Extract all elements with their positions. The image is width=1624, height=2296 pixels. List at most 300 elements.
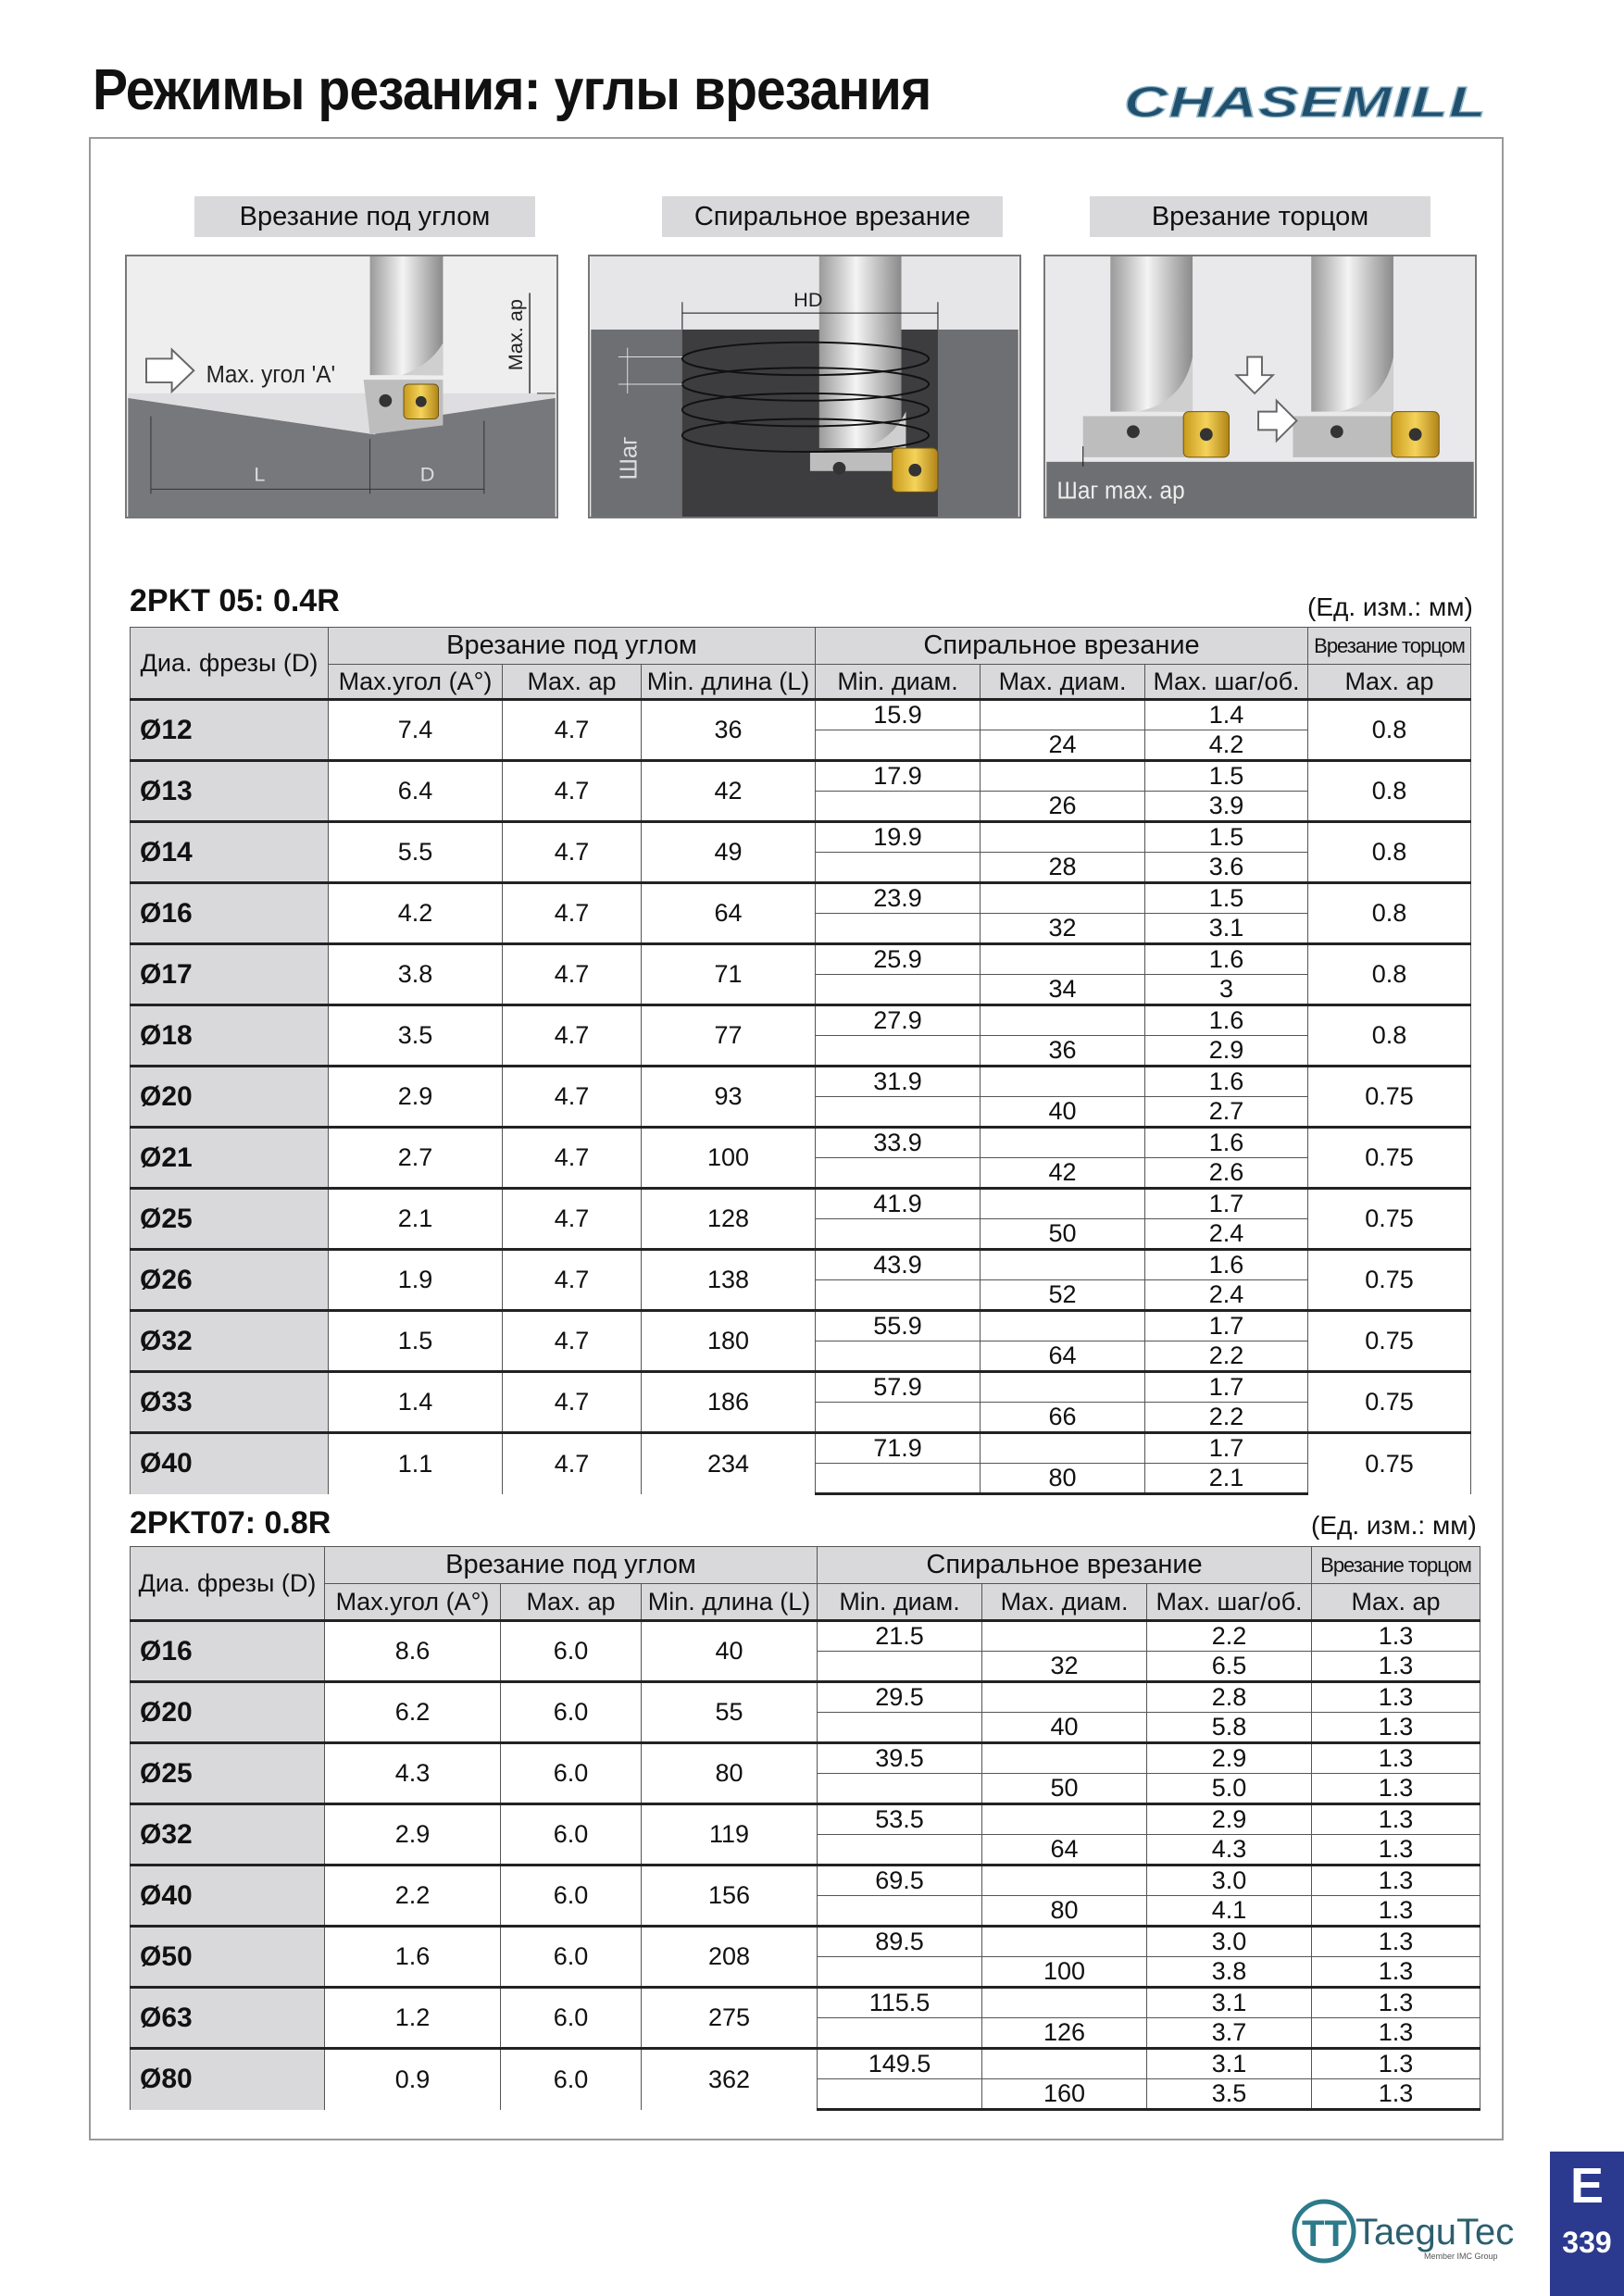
pitch-min-cell: 1.5 <box>1145 761 1308 792</box>
blank-cell <box>981 883 1145 914</box>
blank-cell <box>816 1158 981 1189</box>
pitch-max-cell: 2.2 <box>1145 1341 1308 1372</box>
plunge-ap-cell: 1.3 <box>1312 1743 1480 1774</box>
min-length-cell: 42 <box>642 761 816 822</box>
page-title: Режимы резания: углы врезания <box>93 58 931 122</box>
max-ap-cell: 4.7 <box>503 1189 642 1250</box>
cutter-diameter-cell: Ø17 <box>131 944 329 1005</box>
table1-title: 2PKT 05: 0.4R <box>130 583 340 618</box>
blank-cell <box>816 1464 981 1494</box>
max-angle-cell: 4.3 <box>325 1743 501 1804</box>
table-row <box>131 1988 1480 2018</box>
blank-cell <box>981 700 1145 730</box>
diameter-D-label: D <box>419 462 435 486</box>
table-row <box>131 1067 1471 1097</box>
blank-cell <box>981 1250 1145 1280</box>
plunge-ap-cell: 0.75 <box>1308 1372 1471 1433</box>
page-number: 339 <box>1562 2226 1612 2259</box>
company-name: TaeguTec <box>1355 2212 1515 2252</box>
max-angle-cell: 0.9 <box>325 2049 501 2110</box>
max-angle-cell: 3.5 <box>329 1005 503 1067</box>
cutter-diameter-cell: Ø80 <box>131 2049 325 2110</box>
max-angle-cell: 1.5 <box>329 1311 503 1372</box>
table1 <box>130 627 1471 1495</box>
max-diam-cell: 66 <box>981 1403 1145 1433</box>
blank-cell <box>818 1652 982 1682</box>
pitch-min-cell: 1.6 <box>1145 1005 1308 1036</box>
min-diam-cell: 53.5 <box>818 1804 982 1835</box>
max-ap-cell: 4.7 <box>503 700 642 761</box>
min-length-cell: 156 <box>642 1866 818 1927</box>
table2 <box>130 1546 1480 2111</box>
max-angle-cell: 3.8 <box>329 944 503 1005</box>
col-max-pitch-header: Max. шаг/об. <box>1147 1584 1312 1621</box>
pitch-min-cell: 1.7 <box>1145 1372 1308 1403</box>
section-letter: E <box>1569 2158 1605 2214</box>
min-diam-cell: 89.5 <box>818 1927 982 1957</box>
max-angle-cell: 7.4 <box>329 700 503 761</box>
blank-cell <box>816 1341 981 1372</box>
blank-cell <box>981 944 1145 975</box>
company-sub: Member IMC Group <box>1424 2252 1498 2261</box>
table-row <box>131 1372 1471 1403</box>
plunge-ap-cell: 1.3 <box>1312 1652 1480 1682</box>
max-diam-cell: 50 <box>981 1219 1145 1250</box>
cutter-diameter-cell: Ø16 <box>131 883 329 944</box>
table-row <box>131 1189 1471 1219</box>
table-row <box>131 1743 1480 1774</box>
blank-cell <box>981 822 1145 853</box>
max-angle-cell: 1.4 <box>329 1372 503 1433</box>
blank-cell <box>982 1682 1147 1713</box>
pitch-min-cell: 2.9 <box>1147 1804 1312 1835</box>
max-ap-cell: 4.7 <box>503 1372 642 1433</box>
min-length-cell: 119 <box>642 1804 818 1866</box>
pitch-max-cell: 3.9 <box>1145 792 1308 822</box>
col-max-angle-header: Max.угол (A°) <box>329 665 503 700</box>
caption-plunge: Врезание торцом <box>1090 196 1430 237</box>
plunge-ap-cell: 1.3 <box>1312 1713 1480 1743</box>
max-diam-cell: 40 <box>981 1097 1145 1128</box>
group-ramping-header: Врезание под углом <box>325 1547 818 1584</box>
plunge-ap-cell: 1.3 <box>1312 1866 1480 1896</box>
blank-cell <box>816 1403 981 1433</box>
pitch-min-cell: 3.1 <box>1147 2049 1312 2079</box>
max-ap-cell: 6.0 <box>501 1621 642 1682</box>
max-diam-cell: 50 <box>982 1774 1147 1804</box>
plunge-ap-cell: 1.3 <box>1312 2018 1480 2049</box>
cutter-diameter-cell: Ø63 <box>131 1988 325 2049</box>
cutter-diameter-cell: Ø18 <box>131 1005 329 1067</box>
max-angle-cell: 2.7 <box>329 1128 503 1189</box>
pitch-max-cell: 4.1 <box>1147 1896 1312 1927</box>
pitch-max-cell: 3.5 <box>1147 2079 1312 2110</box>
plunge-ap-cell: 0.8 <box>1308 944 1471 1005</box>
plunge-ap-cell: 1.3 <box>1312 1774 1480 1804</box>
plunge-diagram <box>1043 255 1477 518</box>
cutter-diameter-cell: Ø20 <box>131 1682 325 1743</box>
blank-cell <box>816 1280 981 1311</box>
group-ramping-header: Врезание под углом <box>329 628 816 665</box>
plunge-ap-cell: 1.3 <box>1312 1682 1480 1713</box>
pitch-max-cell: 2.2 <box>1145 1403 1308 1433</box>
min-diam-cell: 69.5 <box>818 1866 982 1896</box>
col-min-length-header: Min. длина (L) <box>642 1584 818 1621</box>
max-ap-label: Max. ap <box>504 299 528 371</box>
table-row <box>131 1005 1471 1036</box>
min-diam-cell: 19.9 <box>816 822 981 853</box>
min-diam-cell: 29.5 <box>818 1682 982 1713</box>
min-length-cell: 80 <box>642 1743 818 1804</box>
pitch-min-cell: 3.0 <box>1147 1927 1312 1957</box>
blank-cell <box>981 1189 1145 1219</box>
pitch-max-cell: 3.6 <box>1145 853 1308 883</box>
blank-cell <box>982 1866 1147 1896</box>
max-ap-cell: 6.0 <box>501 1804 642 1866</box>
min-length-cell: 77 <box>642 1005 816 1067</box>
plunge-ap-cell: 1.3 <box>1312 1896 1480 1927</box>
cutter-diameter-cell: Ø26 <box>131 1250 329 1311</box>
max-diam-cell: 160 <box>982 2079 1147 2110</box>
plunge-ap-cell: 0.75 <box>1308 1433 1471 1494</box>
blank-cell <box>982 1988 1147 2018</box>
max-diam-cell: 80 <box>981 1464 1145 1494</box>
table-row <box>131 1866 1480 1896</box>
max-angle-cell: 1.6 <box>325 1927 501 1988</box>
plunge-ap-cell: 0.8 <box>1308 883 1471 944</box>
min-diam-cell: 17.9 <box>816 761 981 792</box>
col-plunge-ap-header: Max. ap <box>1308 665 1471 700</box>
pitch-max-cell: 3.1 <box>1145 914 1308 944</box>
max-diam-cell: 24 <box>981 730 1145 761</box>
plunge-ap-cell: 1.3 <box>1312 1927 1480 1957</box>
blank-cell <box>982 1621 1147 1652</box>
max-ap-cell: 4.7 <box>503 944 642 1005</box>
cutter-diameter-cell: Ø21 <box>131 1128 329 1189</box>
plunge-step-label: Шаг max. ap <box>1056 477 1185 505</box>
blank-cell <box>982 1743 1147 1774</box>
table1-unit: (Ед. изм.: мм) <box>1307 593 1473 621</box>
min-diam-cell: 33.9 <box>816 1128 981 1158</box>
max-diam-cell: 100 <box>982 1957 1147 1988</box>
blank-cell <box>981 1433 1145 1464</box>
max-ap-cell: 6.0 <box>501 1927 642 1988</box>
blank-cell <box>982 2049 1147 2079</box>
min-length-cell: 186 <box>642 1372 816 1433</box>
max-ap-cell: 4.7 <box>503 1250 642 1311</box>
max-diam-cell: 64 <box>981 1341 1145 1372</box>
max-diam-cell: 28 <box>981 853 1145 883</box>
group-plunge-header: Врезание торцом <box>1308 628 1471 665</box>
ramping-diagram <box>125 255 558 518</box>
table-row <box>131 1311 1471 1341</box>
min-length-cell: 49 <box>642 822 816 883</box>
max-ap-cell: 4.7 <box>503 1433 642 1494</box>
max-diam-cell: 36 <box>981 1036 1145 1067</box>
max-ap-cell: 4.7 <box>503 1128 642 1189</box>
table-row <box>131 1621 1480 1652</box>
max-angle-cell: 5.5 <box>329 822 503 883</box>
min-length-cell: 275 <box>642 1988 818 2049</box>
cutter-diameter-cell: Ø14 <box>131 822 329 883</box>
cutter-diameter-cell: Ø20 <box>131 1067 329 1128</box>
blank-cell <box>818 1835 982 1866</box>
max-ap-cell: 4.7 <box>503 1067 642 1128</box>
blank-cell <box>981 1372 1145 1403</box>
blank-cell <box>816 730 981 761</box>
pitch-min-cell: 1.7 <box>1145 1311 1308 1341</box>
min-length-cell: 55 <box>642 1682 818 1743</box>
plunge-ap-cell: 1.3 <box>1312 1804 1480 1835</box>
pitch-max-cell: 3.7 <box>1147 2018 1312 2049</box>
max-ap-cell: 6.0 <box>501 1682 642 1743</box>
table-row <box>131 2049 1480 2079</box>
blank-cell <box>816 975 981 1005</box>
blank-cell <box>981 1128 1145 1158</box>
max-angle-cell: 4.2 <box>329 883 503 944</box>
pitch-min-cell: 1.6 <box>1145 1067 1308 1097</box>
cutter-diameter-cell: Ø50 <box>131 1927 325 1988</box>
table-row <box>131 1682 1480 1713</box>
min-diam-cell: 21.5 <box>818 1621 982 1652</box>
blank-cell <box>982 1804 1147 1835</box>
col-max-ap-header: Max. ap <box>503 665 642 700</box>
pitch-min-cell: 1.5 <box>1145 822 1308 853</box>
pitch-min-cell: 2.2 <box>1147 1621 1312 1652</box>
max-angle-cell: 8.6 <box>325 1621 501 1682</box>
max-diam-cell: 126 <box>982 2018 1147 2049</box>
max-angle-cell: 2.9 <box>329 1067 503 1128</box>
chasemill-logo <box>1111 72 1500 128</box>
min-diam-cell: 115.5 <box>818 1988 982 2018</box>
min-length-cell: 36 <box>642 700 816 761</box>
min-length-cell: 138 <box>642 1250 816 1311</box>
group-plunge-header: Врезание торцом <box>1312 1547 1480 1584</box>
min-diam-cell: 15.9 <box>816 700 981 730</box>
max-ap-cell: 6.0 <box>501 1988 642 2049</box>
blank-cell <box>818 2079 982 2110</box>
plunge-ap-cell: 1.3 <box>1312 1988 1480 2018</box>
table-row <box>131 1128 1471 1158</box>
min-length-cell: 180 <box>642 1311 816 1372</box>
pitch-max-cell: 2.4 <box>1145 1219 1308 1250</box>
cutter-diameter-cell: Ø33 <box>131 1372 329 1433</box>
max-angle-cell: 1.9 <box>329 1250 503 1311</box>
plunge-ap-cell: 0.8 <box>1308 761 1471 822</box>
pitch-max-cell: 3 <box>1145 975 1308 1005</box>
pitch-max-cell: 2.9 <box>1145 1036 1308 1067</box>
table2-title: 2PKT07: 0.8R <box>130 1505 331 1541</box>
max-angle-cell: 1.1 <box>329 1433 503 1494</box>
helical-diagram <box>588 255 1021 518</box>
min-length-cell: 71 <box>642 944 816 1005</box>
plunge-ap-cell: 1.3 <box>1312 1957 1480 1988</box>
pitch-max-cell: 4.2 <box>1145 730 1308 761</box>
blank-cell <box>981 1311 1145 1341</box>
blank-cell <box>816 1219 981 1250</box>
blank-cell <box>816 792 981 822</box>
min-length-cell: 208 <box>642 1927 818 1988</box>
plunge-ap-cell: 1.3 <box>1312 1621 1480 1652</box>
min-length-cell: 234 <box>642 1433 816 1494</box>
col-max-angle-header: Max.угол (A°) <box>325 1584 501 1621</box>
blank-cell <box>981 1005 1145 1036</box>
max-ap-cell: 6.0 <box>501 1743 642 1804</box>
table-row <box>131 1433 1471 1464</box>
plunge-ap-cell: 0.75 <box>1308 1128 1471 1189</box>
taegutec-mark: TT <box>1302 2214 1347 2254</box>
blank-cell <box>818 1774 982 1804</box>
blank-cell <box>981 1067 1145 1097</box>
blank-cell <box>818 1713 982 1743</box>
pitch-min-cell: 3.0 <box>1147 1866 1312 1896</box>
blank-cell <box>818 1957 982 1988</box>
pitch-max-cell: 2.1 <box>1145 1464 1308 1494</box>
max-ap-cell: 4.7 <box>503 1005 642 1067</box>
max-diam-cell: 80 <box>982 1896 1147 1927</box>
pitch-max-cell: 2.6 <box>1145 1158 1308 1189</box>
table-row <box>131 883 1471 914</box>
plunge-ap-cell: 0.8 <box>1308 822 1471 883</box>
col-min-diam-header: Min. диам. <box>818 1584 982 1621</box>
plunge-ap-cell: 0.8 <box>1308 1005 1471 1067</box>
pitch-max-cell: 6.5 <box>1147 1652 1312 1682</box>
max-ap-cell: 4.7 <box>503 822 642 883</box>
min-diam-cell: 23.9 <box>816 883 981 914</box>
hd-label: HD <box>793 288 823 312</box>
caption-helical: Спиральное врезание <box>662 196 1003 237</box>
pitch-min-cell: 1.7 <box>1145 1433 1308 1464</box>
plunge-ap-cell: 0.8 <box>1308 700 1471 761</box>
col-max-ap-header: Max. ap <box>501 1584 642 1621</box>
min-length-cell: 40 <box>642 1621 818 1682</box>
cutter-diameter-cell: Ø25 <box>131 1189 329 1250</box>
brand-text: CHASEMILL <box>1124 78 1487 126</box>
blank-cell <box>982 1927 1147 1957</box>
blank-cell <box>818 2018 982 2049</box>
table-row <box>131 944 1471 975</box>
min-diam-cell: 39.5 <box>818 1743 982 1774</box>
col-plunge-ap-header: Max. ap <box>1312 1584 1480 1621</box>
blank-cell <box>981 761 1145 792</box>
pitch-max-cell: 2.7 <box>1145 1097 1308 1128</box>
blank-cell <box>816 914 981 944</box>
pitch-label: Шаг <box>616 436 643 480</box>
col-min-diam-header: Min. диам. <box>816 665 981 700</box>
col-max-diam-header: Max. диам. <box>982 1584 1147 1621</box>
pitch-min-cell: 2.8 <box>1147 1682 1312 1713</box>
cutter-diameter-cell: Ø12 <box>131 700 329 761</box>
pitch-min-cell: 1.6 <box>1145 944 1308 975</box>
col-max-pitch-header: Max. шаг/об. <box>1145 665 1308 700</box>
pitch-min-cell: 2.9 <box>1147 1743 1312 1774</box>
max-ap-cell: 6.0 <box>501 2049 642 2110</box>
table-row <box>131 1804 1480 1835</box>
min-diam-cell: 25.9 <box>816 944 981 975</box>
max-angle-cell: 2.9 <box>325 1804 501 1866</box>
max-diam-cell: 26 <box>981 792 1145 822</box>
plunge-ap-cell: 1.3 <box>1312 2079 1480 2110</box>
max-diam-cell: 34 <box>981 975 1145 1005</box>
cutter-diameter-cell: Ø16 <box>131 1621 325 1682</box>
max-angle-cell: 2.1 <box>329 1189 503 1250</box>
plunge-ap-cell: 0.75 <box>1308 1311 1471 1372</box>
cutter-diameter-cell: Ø25 <box>131 1743 325 1804</box>
pitch-max-cell: 3.8 <box>1147 1957 1312 1988</box>
caption-ramping: Врезание под углом <box>194 196 535 237</box>
min-length-cell: 64 <box>642 883 816 944</box>
table-row <box>131 822 1471 853</box>
blank-cell <box>816 853 981 883</box>
col-min-length-header: Min. длина (L) <box>642 665 816 700</box>
plunge-ap-cell: 1.3 <box>1312 1835 1480 1866</box>
max-diam-cell: 32 <box>981 914 1145 944</box>
min-length-cell: 93 <box>642 1067 816 1128</box>
pitch-min-cell: 1.6 <box>1145 1250 1308 1280</box>
plunge-ap-cell: 0.75 <box>1308 1189 1471 1250</box>
max-angle-cell: 1.2 <box>325 1988 501 2049</box>
pitch-max-cell: 4.3 <box>1147 1835 1312 1866</box>
max-diam-cell: 42 <box>981 1158 1145 1189</box>
blank-cell <box>818 1896 982 1927</box>
group-helical-header: Спиральное врезание <box>818 1547 1312 1584</box>
max-angle-cell: 2.2 <box>325 1866 501 1927</box>
cutter-diameter-cell: Ø32 <box>131 1311 329 1372</box>
max-ap-cell: 4.7 <box>503 883 642 944</box>
min-diam-cell: 41.9 <box>816 1189 981 1219</box>
min-diam-cell: 55.9 <box>816 1311 981 1341</box>
cutter-diameter-cell: Ø40 <box>131 1866 325 1927</box>
min-diam-cell: 43.9 <box>816 1250 981 1280</box>
max-ap-cell: 4.7 <box>503 1311 642 1372</box>
table-row <box>131 700 1471 730</box>
section-tab <box>1550 2152 1624 2296</box>
cutter-diameter-cell: Ø40 <box>131 1433 329 1494</box>
table2-unit: (Ед. изм.: мм) <box>1311 1511 1477 1540</box>
min-length-cell: 128 <box>642 1189 816 1250</box>
plunge-ap-cell: 0.75 <box>1308 1250 1471 1311</box>
table-row <box>131 1927 1480 1957</box>
pitch-max-cell: 5.0 <box>1147 1774 1312 1804</box>
cutter-diameter-cell: Ø13 <box>131 761 329 822</box>
length-L-label: L <box>254 462 266 486</box>
plunge-ap-cell: 0.75 <box>1308 1067 1471 1128</box>
col-diameter-header: Диа. фрезы (D) <box>131 1547 325 1621</box>
pitch-max-cell: 5.8 <box>1147 1713 1312 1743</box>
max-ap-cell: 4.7 <box>503 761 642 822</box>
min-diam-cell: 27.9 <box>816 1005 981 1036</box>
pitch-min-cell: 1.6 <box>1145 1128 1308 1158</box>
col-max-diam-header: Max. диам. <box>981 665 1145 700</box>
max-angle-cell: 6.2 <box>325 1682 501 1743</box>
min-diam-cell: 57.9 <box>816 1372 981 1403</box>
max-diam-cell: 40 <box>982 1713 1147 1743</box>
pitch-min-cell: 1.5 <box>1145 883 1308 914</box>
min-diam-cell: 31.9 <box>816 1067 981 1097</box>
blank-cell <box>816 1036 981 1067</box>
group-helical-header: Спиральное врезание <box>816 628 1308 665</box>
pitch-max-cell: 2.4 <box>1145 1280 1308 1311</box>
max-diam-cell: 52 <box>981 1280 1145 1311</box>
max-angle-cell: 6.4 <box>329 761 503 822</box>
taegutec-logo <box>1285 2190 1526 2265</box>
min-length-cell: 100 <box>642 1128 816 1189</box>
blank-cell <box>816 1097 981 1128</box>
pitch-min-cell: 1.7 <box>1145 1189 1308 1219</box>
max-diam-cell: 64 <box>982 1835 1147 1866</box>
table-row <box>131 1250 1471 1280</box>
cutter-diameter-cell: Ø32 <box>131 1804 325 1866</box>
